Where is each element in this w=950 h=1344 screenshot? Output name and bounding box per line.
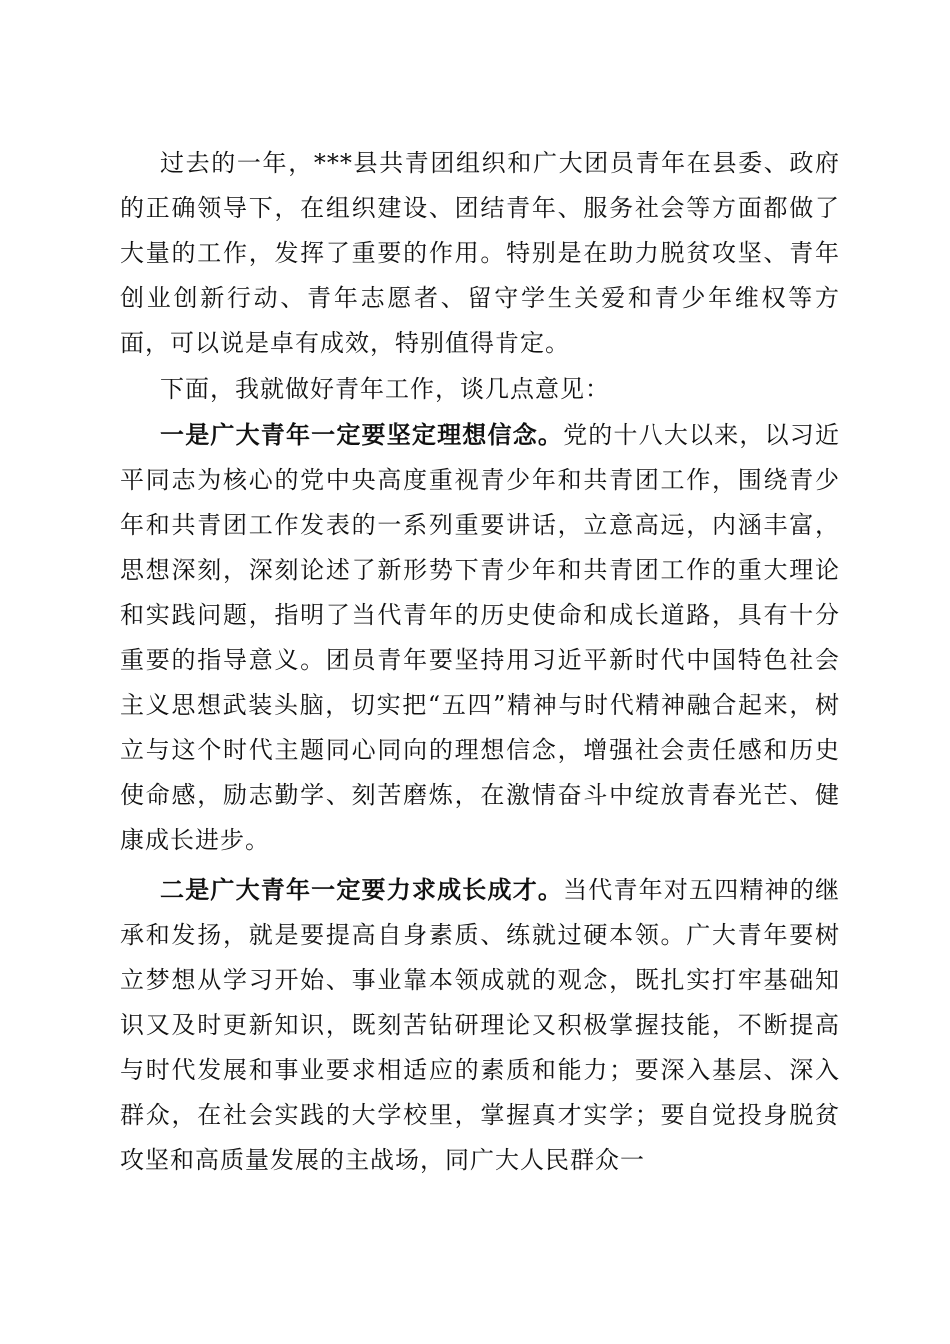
paragraph-point-one-heading: 一是广大青年一定要坚定理想信念。	[160, 420, 564, 449]
document-body	[120, 140, 840, 1183]
paragraph-intro-text: 过去的一年，***县共青团组织和广大团员青年在县委、政府的正确领导下，在组织建设、团结青年、服务社会等方面都做了大量的工作，发挥了重要的作用。特别是在助力脱贫攻坚、青年创业创新行动、青年志愿者、留守学生关爱和青少年维权等方面，可以说是卓有成效，特别值得肯定。	[120, 149, 840, 357]
paragraph-point-one	[120, 412, 840, 863]
paragraph-point-two-heading: 二是广大青年一定要力求成长成才。	[160, 875, 564, 904]
paragraph-point-two-text: 当代青年对五四精神的继承和发扬，就是要提高自身素质、练就过硬本领。广大青年要树立梦想从学习开始、事业靠本领成就的观念，既扎实打牢基础知识又及时更新知识，既刻苦钻研理论又积极掌握技能，不断提高与时代发展和事业要求相适应的素质和能力；要深入基层、深入群众，在社会实践的大学校里，掌握真才实学；要自觉投身脱贫攻坚和高质量发展的主战场，同广大人民群众一	[120, 876, 841, 1174]
paragraph-point-two	[120, 867, 840, 1183]
paragraph-intro	[120, 140, 840, 366]
paragraph-transition	[120, 366, 840, 412]
paragraph-transition-text: 下面，我就做好青年工作，谈几点意见：	[160, 375, 610, 403]
paragraph-point-one-text: 党的十八大以来，以习近平同志为核心的党中央高度重视青少年和共青团工作，围绕青少年和共青团工作发表的一系列重要讲话，立意高远，内涵丰富，思想深刻，深刻论述了新形势下青少年和共青团工作的重大理论和实践问题，指明了当代青年的历史使命和成长道路，具有十分重要的指导意义。团员青年要坚持用习近平新时代中国特色社会主义思想武装头脑，切实把“五四”精神与时代精神融合起来，树立与这个时代主题同心同向的理想信念，增强社会责任感和历史使命感，励志勤学、刻苦磨炼，在激情奋斗中绽放青春光芒、健康成长进步。	[120, 421, 841, 854]
